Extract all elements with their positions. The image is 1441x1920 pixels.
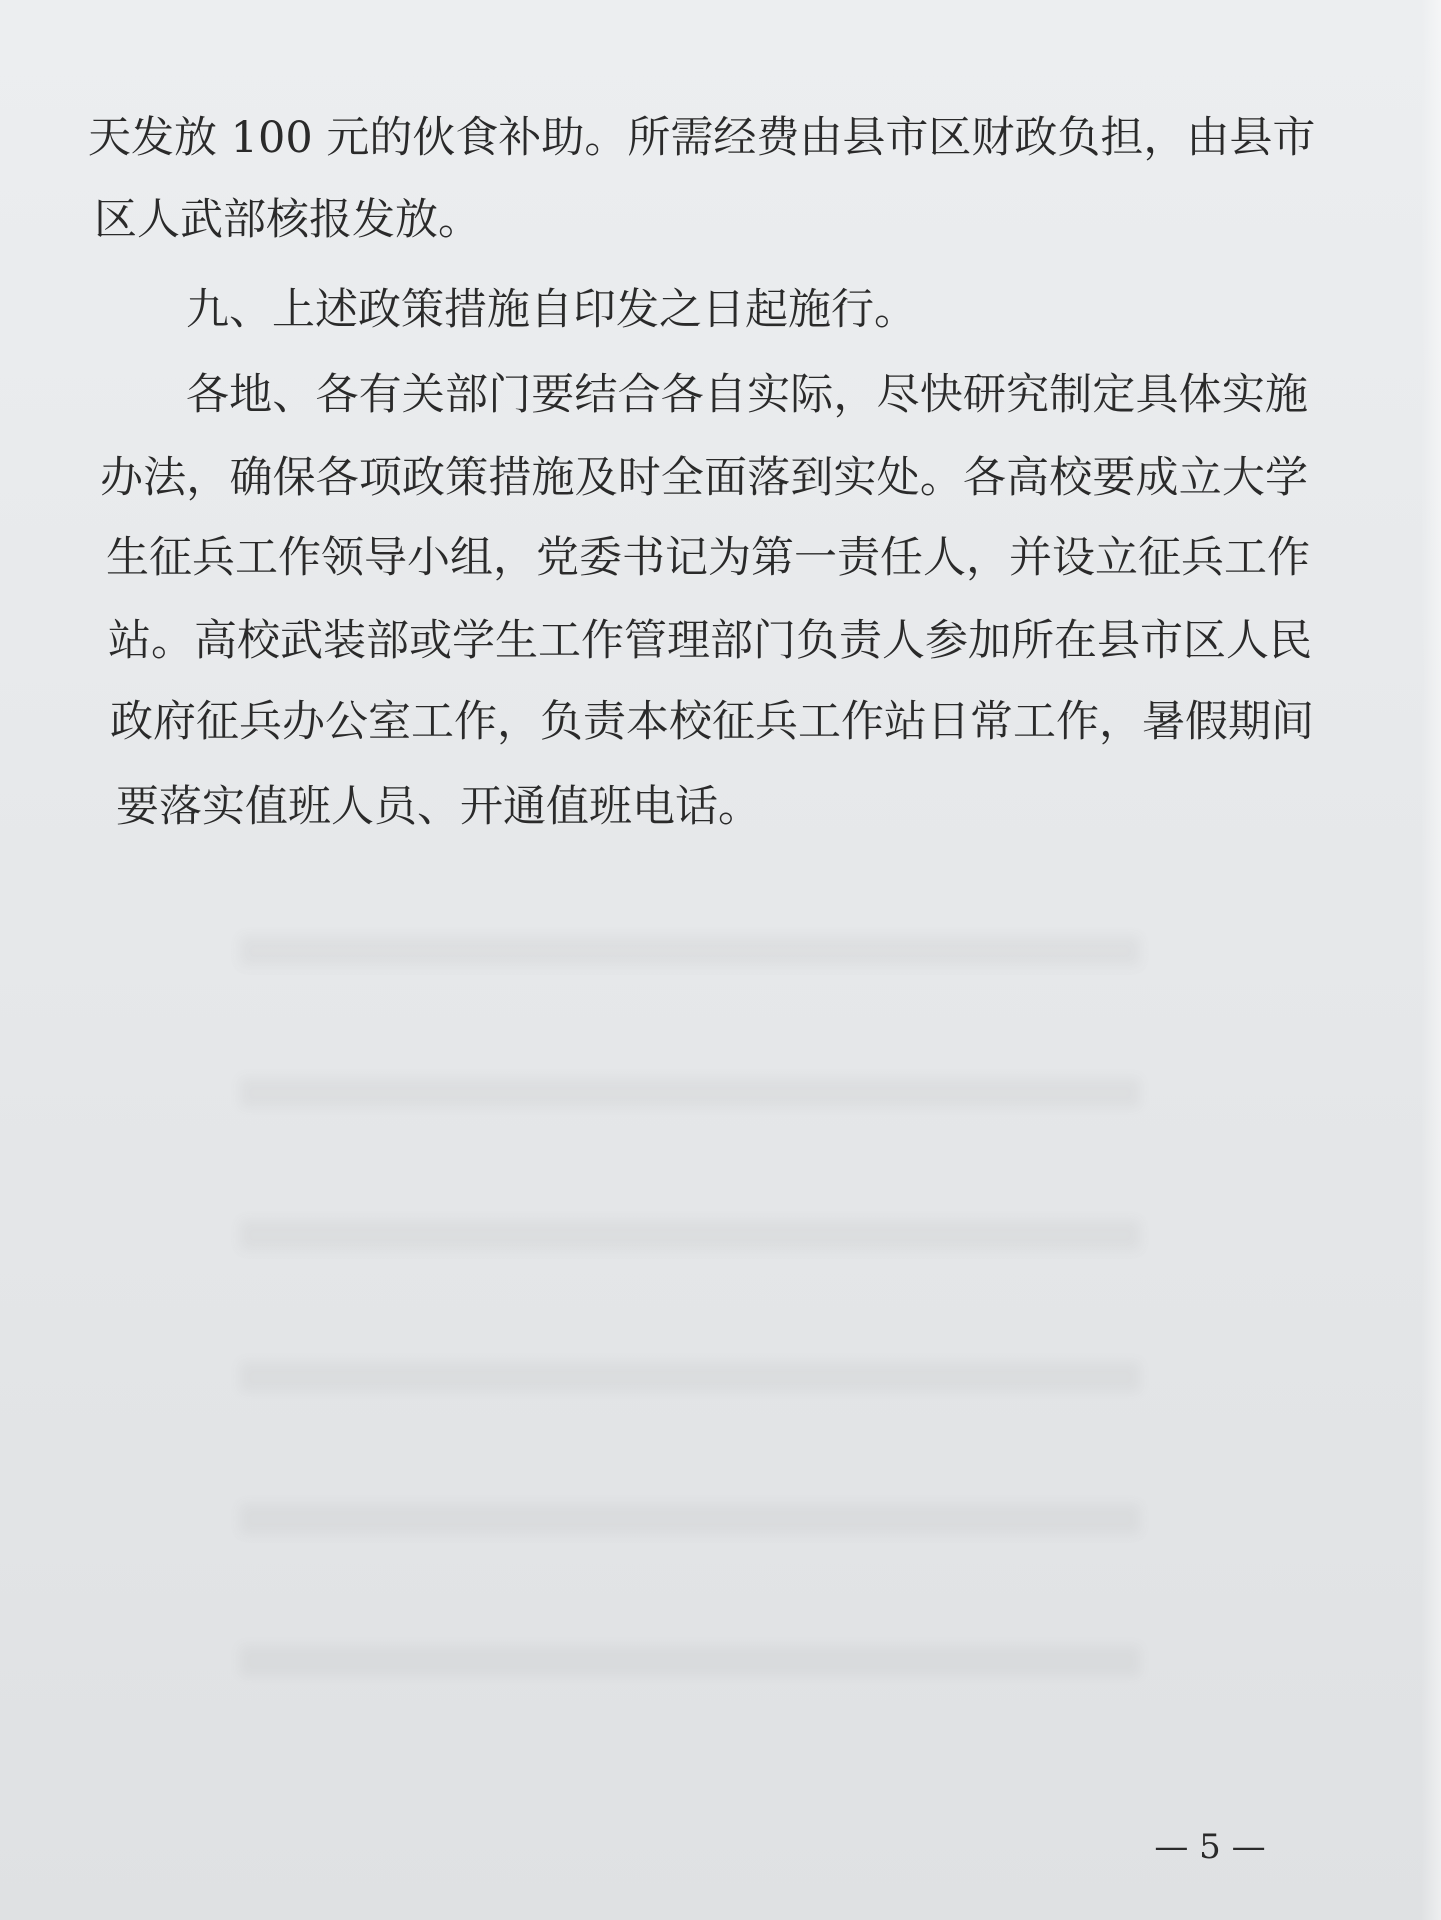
paragraph-line-1: 天发放 100 元的伙食补助。所需经费由县市区财政负担，由县市 bbox=[88, 113, 1316, 163]
paragraph-line-9: 要落实值班人员、开通值班电话。 bbox=[116, 782, 761, 832]
paragraph-line-4: 各地、各有关部门要结合各自实际，尽快研究制定具体实施 bbox=[186, 370, 1308, 420]
paragraph-line-5: 办法，确保各项政策措施及时全面落到实处。各高校要成立大学 bbox=[100, 453, 1308, 503]
paragraph-line-8: 政府征兵办公室工作，负责本校征兵工作站日常工作，暑假期间 bbox=[110, 697, 1314, 747]
show-through-texture bbox=[240, 880, 1140, 1760]
paragraph-line-7: 站。高校武装部或学生工作管理部门负责人参加所在县市区人民 bbox=[108, 616, 1312, 666]
paragraph-line-3: 九、上述政策措施自印发之日起施行。 bbox=[186, 285, 917, 335]
paragraph-line-2: 区人武部核报发放。 bbox=[94, 195, 481, 245]
paragraph-line-6: 生征兵工作领导小组，党委书记为第一责任人，并设立征兵工作 bbox=[106, 533, 1310, 583]
page-number: — 5 — bbox=[1154, 1827, 1266, 1867]
